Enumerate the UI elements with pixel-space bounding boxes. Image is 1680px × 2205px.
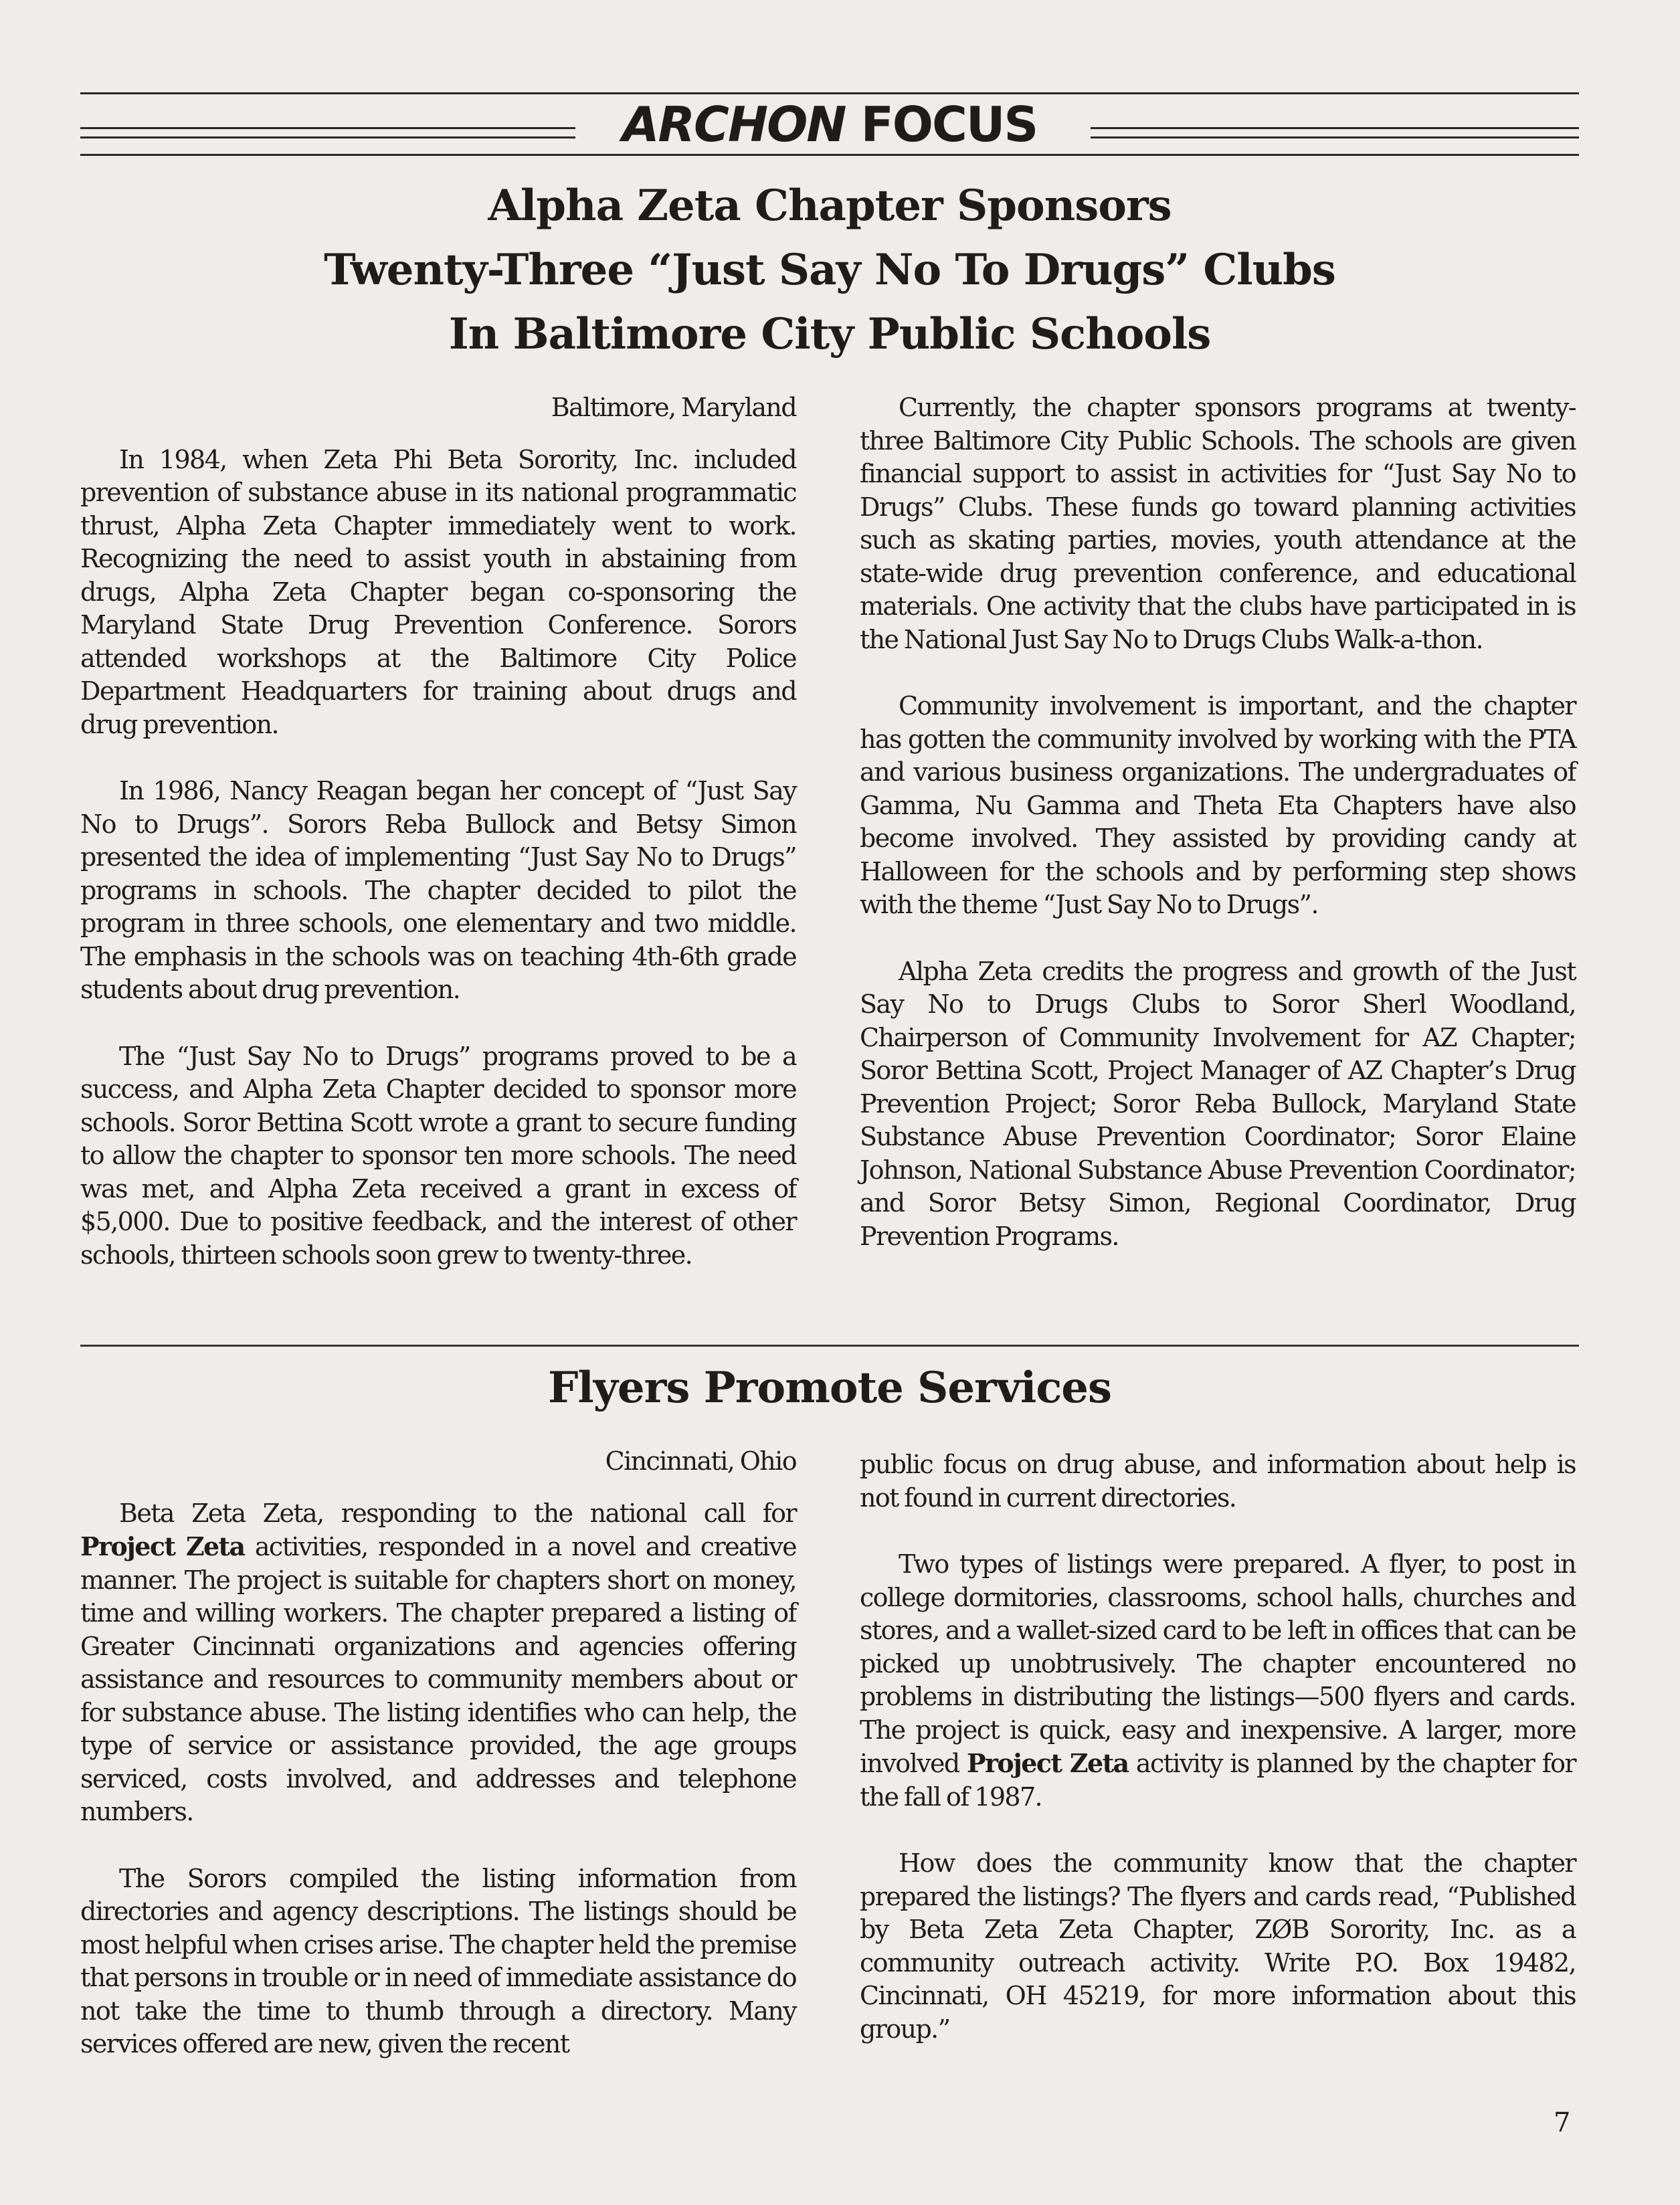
article-paragraph: Alpha Zeta credits the progress and growth of the Just Say No to Drugs Clubs to Soror Sherl Woodland, Chairperson of Community Involvement for AZ Chapter; Soror Bettina Scott, Project Manager of AZ Chapter’s Drug Prevention Project; Soror Reba Bullock, Maryland State Substance Abuse Prevention Coordinator; Soror Elaine Johnson, National Substance Abuse Prevention Coordinator; and Soror Betsy Simon, Regional Coordinator, Drug Prevention Programs. xyxy=(860,956,1576,1251)
section-title xyxy=(80,98,1579,151)
article2-headline: Flyers Promote Services xyxy=(547,1363,1112,1413)
text-run: Beta Zeta Zeta, responding to the national call for xyxy=(119,1498,796,1528)
article-paragraph: The “Just Say No to Drugs” programs proved to be a success, and Alpha Zeta Chapter decided to sponsor more schools. Soror Bettina Scott wrote a grant to secure funding to allow the chapter to sponsor ten more schools. The need was met, and Alpha Zeta received a grant in excess of $5,000. Due to positive feedback, and the interest of other schools, thirteen schools soon grew to twenty-three. xyxy=(80,1041,796,1270)
article1-headline-line: In Baltimore City Public Schools xyxy=(448,309,1211,359)
article2-dateline: Cincinnati, Ohio xyxy=(605,1446,796,1476)
article-divider xyxy=(80,1345,1579,1347)
article1-headline-line: Alpha Zeta Chapter Sponsors xyxy=(488,181,1172,231)
project-zeta-bold: Project Zeta xyxy=(80,1531,245,1561)
banner-rule-top xyxy=(80,92,1579,94)
text-run: activities, responded in a novel and creative manner. The project is suitable for chapters short on money, time and willing workers. The chapter prepared a listing of Greater Cincinnati organizations and agencies offering assistance and resources to community members about or for substance abuse. The listing identifies who can help, the type of service or assistance provided, the age groups serviced, costs involved, and addresses and telephone numbers. xyxy=(80,1532,796,1826)
section-title-rest: FOCUS xyxy=(860,96,1038,153)
article1-dateline: Baltimore, Maryland xyxy=(551,393,796,422)
article-paragraph: The Sorors compiled the listing information from directories and agency descriptions. The listings should be most helpful when crises arise. The chapter held the premise that persons in trouble or in need of immediate assistance do not take the time to thumb through a directory. Many services offered are new, given the recent xyxy=(80,1863,796,2058)
article-paragraph: Currently, the chapter sponsors programs at twenty-three Baltimore City Public Schools. The schools are given financial support to assist in activities for “Just Say No to Drugs” Clubs. These funds go toward planning activities such as skating parties, movies, youth attendance at the state-wide drug prevention conference, and educational materials. One activity that the clubs have participated in is the National Just Say No to Drugs Clubs Walk-a-thon. xyxy=(860,393,1576,654)
article1-headline-line: Twenty-Three “Just Say No To Drugs” Clubs xyxy=(324,245,1335,295)
section-banner xyxy=(80,92,1579,159)
article-paragraph xyxy=(80,1497,796,1829)
page-number: 7 xyxy=(1554,2107,1571,2138)
project-zeta-bold: Project Zeta xyxy=(966,1748,1129,1778)
text-run: activity is planned by the chapter for the fall of 1987. xyxy=(860,1749,1576,1812)
article2-column-left xyxy=(80,1445,796,2061)
text-run: Two types of listings were prepared. A flyer, to post in college dormitories, classrooms, school halls, churches and stores, and a wallet-sized card to be left in offices that can be picked up unobtrusively. The chapter encountered no problems in distributing the listings—500 flyers and cards. The project is quick, easy and inexpensive. A larger, more involved xyxy=(860,1549,1576,1778)
section-title-italic: ARCHON xyxy=(622,96,846,153)
article-paragraph: In 1986, Nancy Reagan began her concept of “Just Say No to Drugs”. Sorors Reba Bullock and Betsy Simon presented the idea of implementing “Just Say No to Drugs” programs in schools. The chapter decided to pilot the program in three schools, one elementary and two middle. The emphasis in the schools was on teaching 4th-6th grade students about drug prevention. xyxy=(80,776,796,1004)
article1-column-right xyxy=(860,391,1576,1253)
article-paragraph: In 1984, when Zeta Phi Beta Sorority, Inc. included prevention of substance abuse in its national programmatic thrust, Alpha Zeta Chapter immediately went to work. Recognizing the need to assist youth in abstaining from drugs, Alpha Zeta Chapter began co-sponsoring the Maryland State Drug Prevention Conference. Sorors attended workshops at the Baltimore City Police Department Headquarters for training about drugs and drug prevention. xyxy=(80,444,796,739)
article-paragraph: public focus on drug abuse, and information about help is not found in current directories. xyxy=(860,1450,1576,1513)
article1-column-left xyxy=(80,391,796,1272)
article-paragraph: Community involvement is important, and the chapter has gotten the community involved by working with the PTA and various business organizations. The undergraduates of Gamma, Nu Gamma and Theta Eta Chapters have also become involved. They assisted by providing candy at Halloween for the schools and by performing step shows with the theme “Just Say No to Drugs”. xyxy=(860,691,1576,919)
article2-column-right xyxy=(860,1448,1576,2046)
banner-rule-bottom xyxy=(80,154,1579,156)
article-paragraph: How does the community know that the chapter prepared the listings? The flyers and cards read, “Published by Beta Zeta Zeta Chapter, ZØB Sorority, Inc. as a community outreach activity. Write P.O. Box 19482, Cincinnati, OH 45219, for more information about this group.” xyxy=(860,1848,1576,2044)
article1-headline xyxy=(80,174,1579,367)
article-paragraph xyxy=(860,1548,1576,1814)
